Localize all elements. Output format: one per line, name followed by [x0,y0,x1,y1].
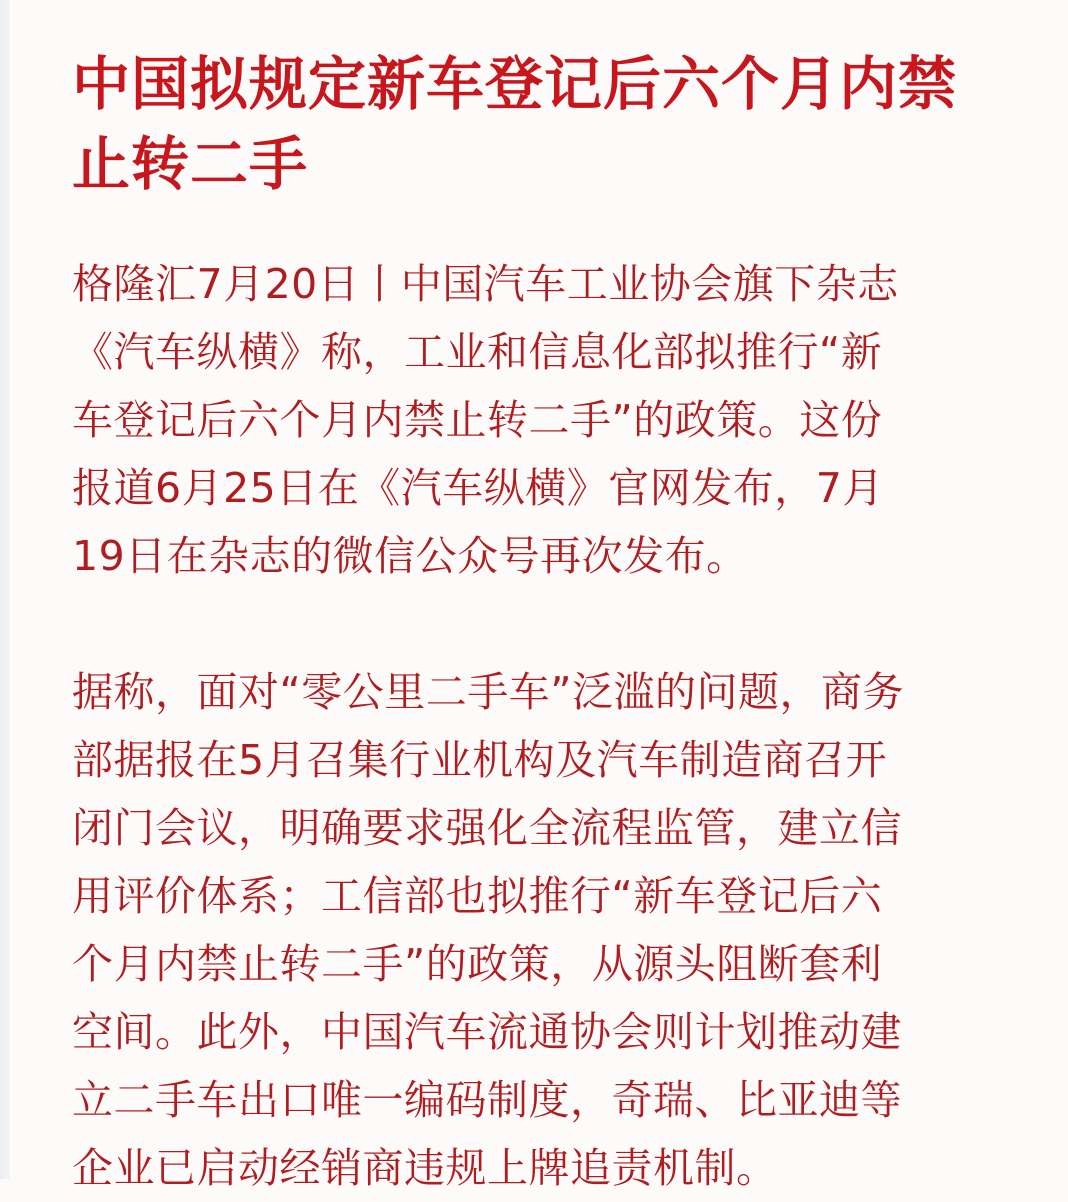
article [72,44,1012,1202]
paragraph-line: 19日在杂志的微信公众号再次发布。 [72,532,748,580]
paragraph-line: 企业已启动经销商违规上牌追责机制。 [72,1144,778,1192]
paragraph-line: 《汽车纵横》称，工业和信息化部拟推行“新 [72,328,883,376]
paragraph-line: 空间。此外，中国汽车流通协会则计划推动建 [72,1008,902,1056]
left-edge-strip [0,0,10,1179]
article-paragraph-2 [72,658,1012,1202]
title-line: 止转二手 [72,130,309,198]
title-line: 中国拟规定新车登记后六个月内禁 [72,50,958,118]
article-paragraph-1 [72,250,1012,590]
paragraph-line: 报道6月25日在《汽车纵横》官网发布，7月 [72,464,884,512]
paragraph-line: 格隆汇7月20日丨中国汽车工业协会旗下杂志 [72,260,899,308]
paragraph-line: 个月内禁止转二手”的政策，从源头阻断套利 [72,940,883,988]
paragraph-line: 立二手车出口唯一编码制度，奇瑞、比亚迪等 [72,1076,902,1124]
paragraph-line: 据称，面对“零公里二手车”泛滥的问题，商务 [72,668,904,716]
paragraph-line: 闭门会议，明确要求强化全流程监管，建立信 [72,804,902,852]
paragraph-line: 部据报在5月召集行业机构及汽车制造商召开 [72,736,888,784]
paragraph-line: 用评价体系；工信部也拟推行“新车登记后六 [72,872,883,920]
article-title [72,44,972,204]
paragraph-line: 车登记后六个月内禁止转二手”的政策。这份 [72,396,883,444]
